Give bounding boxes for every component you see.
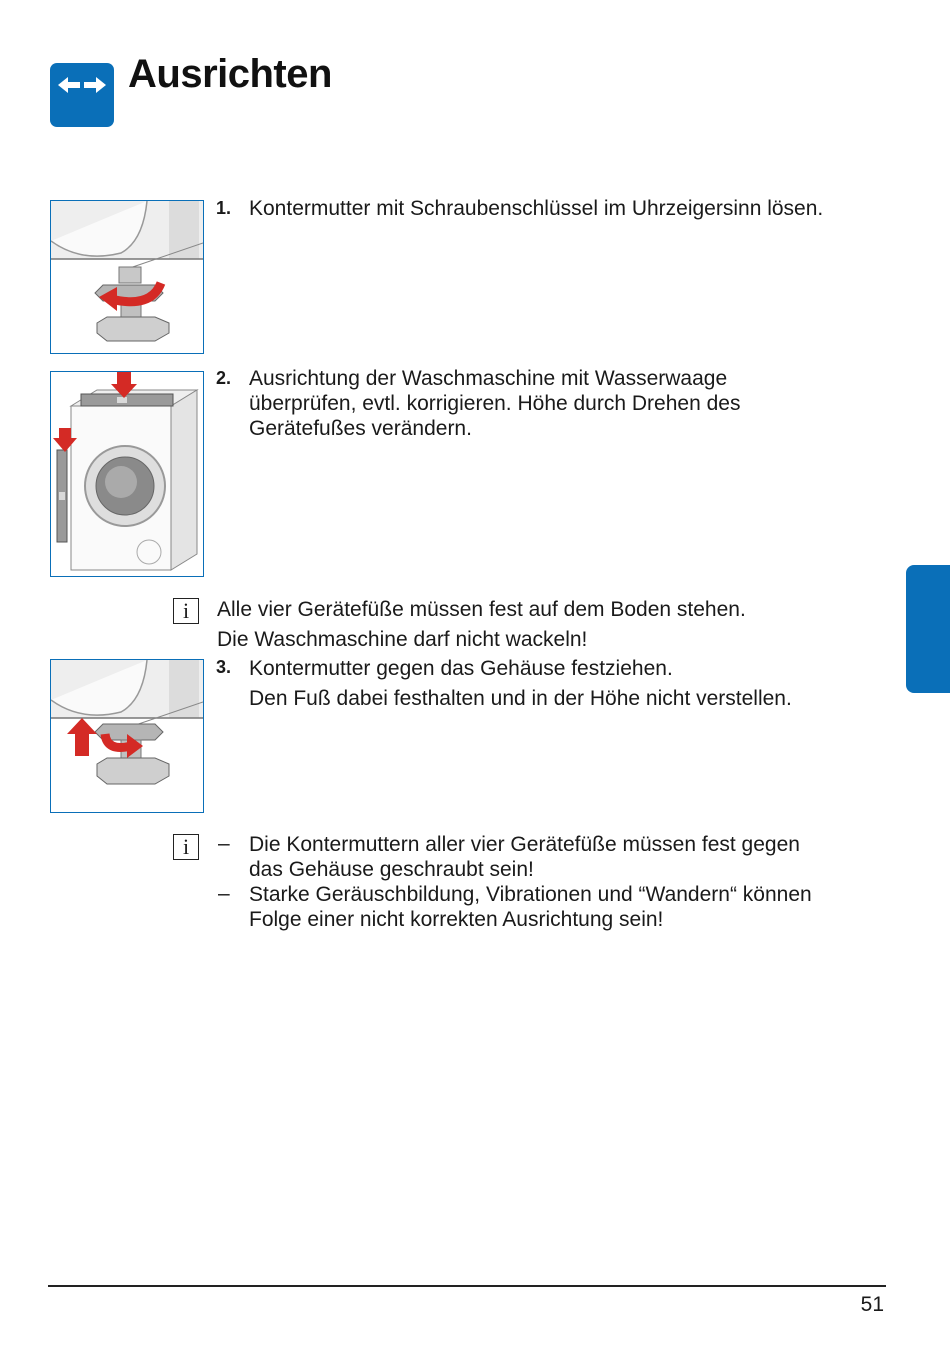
footer-divider (48, 1285, 886, 1287)
bullet-dash: – (218, 882, 230, 905)
note-2-bullet-2: Starke Geräuschbildung, Vibrationen und “Wandern“ können Folge einer nicht korrekten Ausrichtung sein! (249, 883, 812, 931)
step-2-number: 2. (216, 368, 232, 388)
page-title: Ausrichten (128, 52, 332, 96)
bullet-dash: – (218, 832, 230, 855)
chapter-tab (906, 565, 950, 693)
page-number: 51 (860, 1293, 884, 1316)
figure-loosen-nut (50, 200, 204, 354)
info-icon: i (173, 834, 199, 860)
step-1-text: Kontermutter mit Schraubenschlüssel im Uhrzeigersinn lösen. (249, 197, 824, 220)
step-1-number: 1. (216, 198, 232, 218)
figure-tighten-nut (50, 659, 204, 813)
level-arrows-icon (50, 63, 114, 127)
step-3-text: Kontermutter gegen das Gehäuse festziehen. Den Fuß dabei festhalten und in der Höhe nicht verstellen. (249, 657, 792, 710)
note-1-text: Alle vier Gerätefüße müssen fest auf dem Boden stehen. Die Waschmaschine darf nicht wackeln! (217, 598, 746, 651)
note-2-bullet-1: Die Kontermuttern aller vier Gerätefüße müssen fest gegen das Gehäuse geschraubt sein! (249, 833, 800, 881)
info-icon: i (173, 598, 199, 624)
step-2-text: Ausrichtung der Waschmaschine mit Wasserwaage überprüfen, evtl. korrigieren. Höhe durch Drehen des Gerätefußes verändern. (249, 367, 741, 440)
figure-spirit-level (50, 371, 204, 577)
step-3-number: 3. (216, 657, 232, 677)
